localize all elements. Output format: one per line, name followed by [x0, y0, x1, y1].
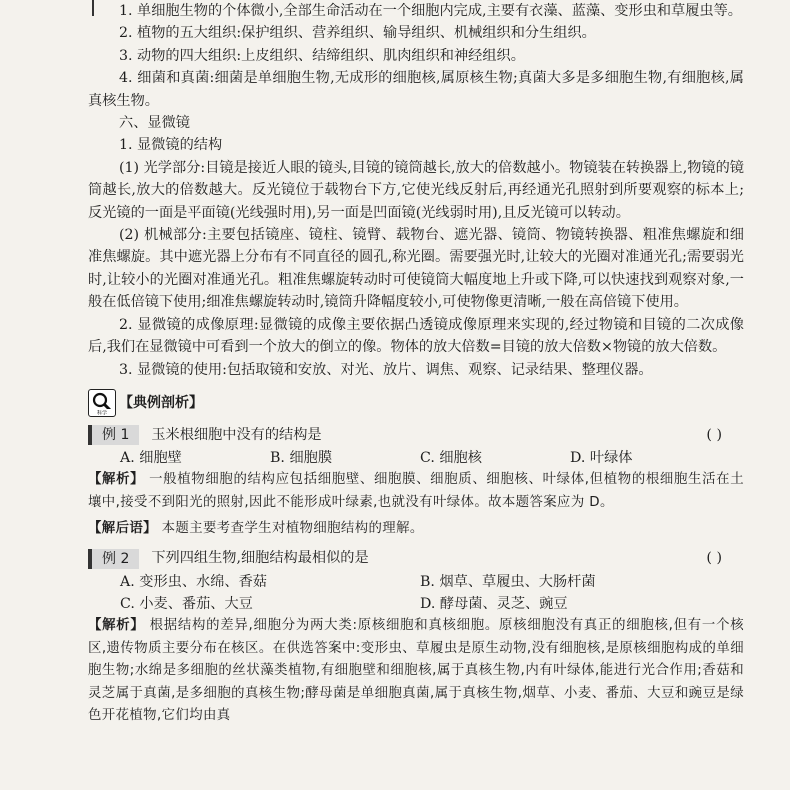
example-2-question — [88, 547, 744, 571]
example-1-option-b: B. 细胞膜 — [270, 449, 333, 466]
example-2-analysis-text: 根据结构的差异,细胞分为两大类:原核细胞和真核细胞。原核细胞没有真正的细胞核,但有一个核区,遗传物质主要分布在核区。在供选答案中:变形虫、草履虫是原生动物,没有细胞核,是原核细胞构成的单细胞生物;水绵是多细胞的丝状藻类植物,有细胞壁和细胞核,属于真核生物,内有叶绿体,能进行光合作用;香菇和灵芝属于真菌,是多细胞的真核生物;酵母菌是单细胞真菌,属于真核生物,烟草、小麦、番茄、大豆和豌豆是绿色开花植物,它们均由真 — [88, 618, 744, 723]
example-1-stem: 玉米根细胞中没有的结构是 — [151, 426, 322, 443]
point-plant-tissues: 2. 植物的五大组织:保护组织、营养组织、输导组织、机械组织和分生组织。 — [119, 25, 596, 42]
analysis-section-title: 【典例剖析】 — [119, 394, 203, 411]
example-2-answer-blank: ( ) — [706, 550, 722, 567]
example-1-analysis-label: 【解析】 — [88, 472, 145, 488]
point-bacteria-fungi: 4. 细菌和真菌:细菌是单细胞生物,无成形的细胞核,属原核生物;真菌大多是多细胞生物,有细胞核,属真核生物。 — [88, 70, 744, 109]
paragraph-mechanical-part: (2) 机械部分:主要包括镜座、镜柱、镜臂、载物台、遮光器、镜筒、物镜转换器、粗准焦螺旋和细准焦螺旋。其中遮光器上分布有不同直径的圆孔,称光圈。需要强光时,让较大的光圈对准通光孔;需要弱光时,让较小的光圈对准通光孔。粗准焦螺旋转动时可使镜筒大幅度地上升或下降,可以快速找到观察对象,一般在低倍镜下使用;细准焦螺旋转动时,镜筒升降幅度较小,可使物像更清晰,一般在高倍镜下使用。 — [88, 227, 744, 311]
point-animal-tissues: 3. 动物的四大组织:上皮组织、结缔组织、肌肉组织和神经组织。 — [119, 47, 525, 64]
paragraph-usage: 3. 显微镜的使用:包括取镜和安放、对光、放片、调焦、观察、记录结果、整理仪器。 — [119, 361, 653, 378]
icon-caption: 科学 — [96, 410, 108, 416]
example-1-postscript — [88, 518, 744, 540]
magnifier-icon — [88, 389, 116, 417]
example-2-analysis — [88, 615, 744, 727]
example-1-option-c: C. 细胞核 — [420, 449, 482, 466]
paragraph-imaging-principle: 2. 显微镜的成像原理:显微镜的成像主要依据凸透镜成像原理来实现的,经过物镜和目镜的二次成像后,我们在显微镜中可看到一个放大的倒立的像。物体的放大倍数=目镜的放大倍数×物镜的放大倍数。 — [88, 316, 744, 356]
example-1-answer-blank: ( ) — [706, 426, 722, 443]
example-2-option-c: C. 小麦、番茄、大豆 — [120, 595, 253, 612]
example-1-analysis-text: 一般植物细胞的结构应包括细胞壁、细胞膜、细胞质、细胞核、叶绿体,但植物的根细胞生活在土壤中,接受不到阳光的照射,因此不能形成叶绿素,也就没有叶绿体。故本题答案应为 D。 — [88, 472, 744, 510]
example-1-postscript-text: 本题主要考查学生对植物细胞结构的理解。 — [161, 521, 424, 537]
example-2-tag: 例 2 — [88, 549, 139, 569]
example-2-option-b: B. 烟草、草履虫、大肠杆菌 — [420, 573, 596, 590]
page-content — [88, 0, 744, 727]
example-2-option-a: A. 变形虫、水绵、香菇 — [120, 573, 267, 590]
example-1-postscript-label: 【解后语】 — [88, 521, 157, 537]
analysis-section-header — [88, 389, 744, 417]
example-2-stem: 下列四组生物,细胞结构最相似的是 — [151, 550, 369, 567]
example-2-analysis-label: 【解析】 — [88, 618, 145, 634]
point-unicellular: 1. 单细胞生物的个体微小,全部生命活动在一个细胞内完成,主要有衣藻、蓝藻、变形虫和草履虫等。 — [119, 3, 742, 19]
example-1-option-d: D. 叶绿体 — [570, 449, 633, 466]
example-1-option-a: A. 细胞壁 — [120, 449, 182, 466]
example-1-analysis — [88, 469, 744, 514]
subheading-structure: 1. 显微镜的结构 — [119, 137, 223, 154]
section-heading-microscope: 六、显微镜 — [119, 115, 190, 132]
example-2-options — [88, 571, 744, 616]
example-2-option-d: D. 酵母菌、灵芝、豌豆 — [420, 595, 568, 612]
example-1-tag: 例 1 — [88, 425, 139, 445]
paragraph-optical-part: (1) 光学部分:目镜是接近人眼的镜头,目镜的镜筒越长,放大的倍数越小。物镜装在转换器上,物镜的镜筒越长,放大的倍数越大。反光镜位于载物台下方,它使光线反射后,再经通光孔照射到所要观察的标本上;反光镜的一面是平面镜(光线强时用),另一面是凹面镜(光线弱时用),且反光镜可以转动。 — [88, 159, 744, 221]
example-1-question — [88, 423, 744, 447]
example-1-options — [88, 447, 744, 469]
